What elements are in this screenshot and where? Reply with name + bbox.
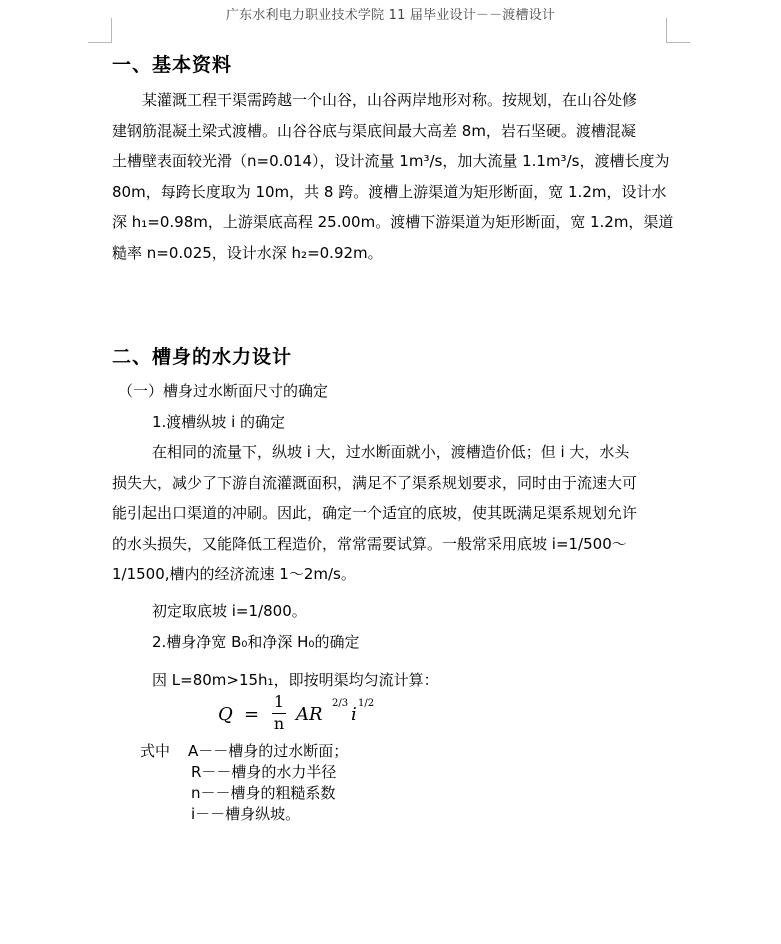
paragraph-line: 损失大，减少了下游自流灌溉面积，满足不了渠系规划要求，同时由于流速大可 <box>112 473 638 492</box>
paragraph-line: 80m，每跨长度取为 10m，共 8 跨。渡槽上游渠道为矩形断面，宽 1.2m，设计水 <box>112 182 667 201</box>
formula-i: i <box>351 704 357 725</box>
formula-equals: = <box>244 704 260 725</box>
where-label: 式中 <box>140 742 171 760</box>
calculation-intro: 因 L=80m>15h₁，即按明渠均匀流计算： <box>152 671 439 689</box>
paragraph-line: 深 h₁=0.98m，上游渠底高程 25.00m。渡槽下游渠道为矩形断面，宽 1.2m，渠道 <box>112 213 674 231</box>
definition-i: i－－槽身纵坡。 <box>191 805 301 823</box>
formula-numerator: 1 <box>273 692 285 711</box>
formula-denominator: n <box>273 714 285 733</box>
crop-mark-top-left-vertical <box>111 18 112 42</box>
paragraph-line: 能引起出口渠道的冲刷。因此，确定一个适宜的底坡，使其既满足渠系规划允许 <box>112 504 638 522</box>
paragraph-line: 的水头损失，又能降低工程造价，常常需要试算。一般常采用底坡 i=1/500～ <box>112 534 627 553</box>
paragraph-line: 糙率 n=0.025，设计水深 h₂=0.92m。 <box>112 243 383 262</box>
formula-fraction <box>272 692 286 734</box>
section-1-title: 一、基本资料 <box>112 54 233 76</box>
paragraph-line: 建钢筋混凝土梁式渡槽。山谷谷底与渠底间最大高差 8m，岩石坚硬。渡槽混凝 <box>112 121 636 140</box>
page-header: 广东水利电力职业技术学院 11 届毕业设计－－渡槽设计 <box>225 8 556 23</box>
definition-r: R－－槽身的水力半径 <box>191 763 337 781</box>
paragraph-line: 在相同的流量下，纵坡 i 大，过水断面就小，渡槽造价低；但 i 大，水头 <box>152 443 630 461</box>
formula-exponent-i: 1/2 <box>358 698 375 709</box>
definition-n: n－－槽身的粗糙系数 <box>191 784 336 802</box>
section-1-paragraph <box>112 85 674 268</box>
item-2-title: 2.槽身净宽 B₀和净深 H₀的确定 <box>152 633 360 651</box>
subsection-title: （一）槽身过水断面尺寸的确定 <box>118 382 329 400</box>
section-2-title: 二、槽身的水力设计 <box>112 346 293 368</box>
crop-mark-top-left-horizontal <box>88 42 112 43</box>
slope-paragraph <box>112 437 667 590</box>
formula-lhs: Q <box>218 704 233 725</box>
formula-ar: AR <box>296 704 323 725</box>
formula-exponent-r: 2/3 <box>332 698 349 709</box>
item-1-title: 1.渡槽纵坡 i 的确定 <box>152 413 286 431</box>
paragraph-line: 某灌溉工程干渠需跨越一个山谷，山谷两岸地形对称。按规划，在山谷处修 <box>142 91 638 109</box>
initial-slope-text: 初定取底坡 i=1/800。 <box>152 602 307 620</box>
crop-mark-top-right-horizontal <box>666 42 690 43</box>
paragraph-line: 1/1500,槽内的经济流速 1～2m/s。 <box>112 565 356 583</box>
paragraph-line: 土槽壁表面较光滑（n=0.014），设计流量 1m³/s，加大流量 1.1m³/s，渡槽长度为 <box>112 152 670 170</box>
crop-mark-top-right-vertical <box>666 18 667 42</box>
definition-a: A－－槽身的过水断面； <box>188 742 349 760</box>
